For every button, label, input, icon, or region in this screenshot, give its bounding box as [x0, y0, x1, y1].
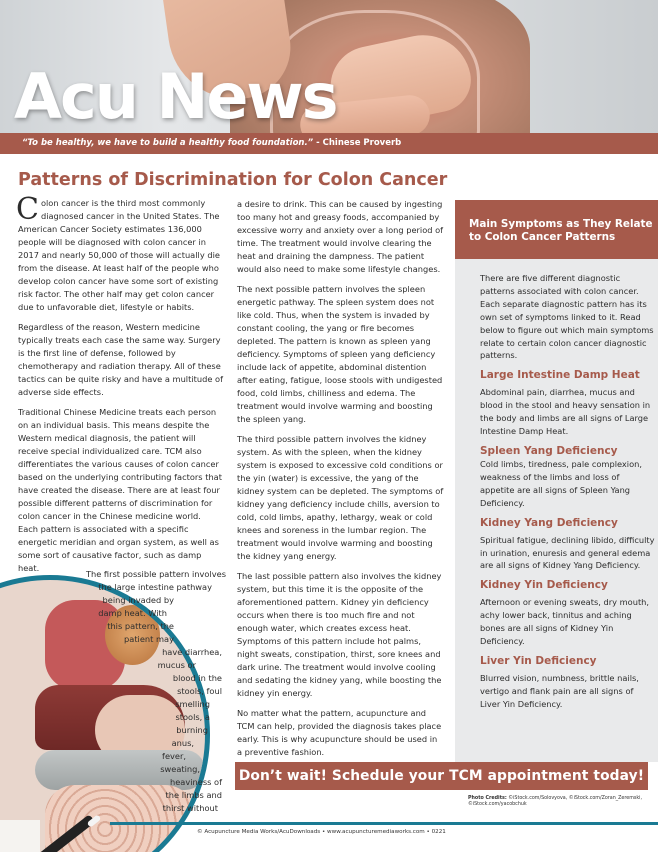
masthead-title: Acu News — [14, 60, 337, 133]
quote-attribution: - Chinese Proverb — [313, 138, 402, 148]
quote-text: “To be healthy, we have to build a healthy food foundation.” — [22, 138, 314, 148]
text-line: sweating, — [160, 764, 200, 774]
pattern-heading: Kidney Yang Deficiency — [480, 516, 618, 529]
text-line: blood in the — [172, 673, 222, 683]
article-paragraph: The third possible pattern involves the kidney system. As with the spleen, when the kidney system is exposed to excessive cold conditions or the yin (water) is excessive, the yang of the kidney system can be depleted. The symptoms of kidney yang deficiency include chills, aversion to cold, cold limbs, apathy, lethargy, weak or cold knees and soreness in the lumbar region. The treatment would involve warming and boosting the kidney yang energy. — [237, 434, 444, 561]
paragraph-text: olon cancer is the third most commonly diagnosed cancer in the United States. The American Cancer Society estimates 136,000 people will be diagnosed with colon cancer in 2017 and nearly 50,000 of those will actually die from the disease. At least half of the people who develop colon cancer have some sort of existing risk factor. The other half may get colon cancer due to unfavorable diet, lifestyle or habits. — [18, 198, 220, 312]
schedule-appointment-banner: Don’t wait! Schedule your TCM appointment today! — [235, 762, 648, 790]
pattern-symptoms: Blurred vision, numbness, brittle nails, vertigo and flank pain are all signs of Liver Yin Deficiency. — [480, 672, 639, 709]
photo-credits-label: Photo Credits: — [468, 796, 507, 801]
footer-copyright: © Acupuncture Media Works/AcuDownloads • www.acupuncturemediaworks.com • 0221 — [197, 829, 446, 835]
article-paragraph: Traditional Chinese Medicine treats each person on an individual basis. This means despite the Western medical diagnosis, the patient will receive special individualized care. TCM also differentiates the various causes of colon cancer based on the underlying contributing factors that have created the disease. There are at least four possible different patterns of discrimination for colon cancer in the Chinese medicine world. Each pattern is associated with a specific energetic meridian and organ system, as well as some sort of causative factor, such as damp heat. — [18, 407, 222, 573]
photo-credits — [468, 796, 653, 808]
pattern-symptoms: Spiritual fatigue, declining libido, difficulty in urination, enuresis and general edema are all signs of Kidney Yang Deficiency. — [480, 534, 655, 571]
dropcap: C — [16, 192, 39, 227]
article-title: Patterns of Discrimination for Colon Cancer — [18, 170, 448, 190]
pattern-symptoms: Cold limbs, tiredness, pale complexion, weakness of the limbs and loss of appetite are all signs of Spleen Yang Deficiency. — [480, 458, 642, 508]
sidebar-body — [480, 272, 655, 717]
pattern-symptoms: Afternoon or evening sweats, dry mouth, achy lower back, tinnitus and aching bones are all signs of Kidney Yin Deficiency. — [480, 597, 650, 647]
text-line: stools, a — [175, 712, 210, 722]
photo-credits-text: ©iStock.com/Solovyova, ©iStock.com/Zoran_Zeremski, ©iStock.com/yacobchuk — [468, 796, 643, 807]
text-line: stools, foul — [177, 686, 222, 696]
article-paragraph: The last possible pattern also involves the kidney system, but this time it is the opposite of the aforementioned pattern. Kidney yin deficiency occurs when there is too much fire and not enough water, which creates excess heat. Symptoms of this pattern include hot palms, night sweats, constipation, thirst, sore knees and dark urine. The treatment would involve cooling and sedating the kidney yang, while boosting the kidney yin energy. — [237, 571, 442, 698]
pattern-heading: Kidney Yin Deficiency — [480, 579, 608, 592]
pattern-heading: Spleen Yang Deficiency — [480, 444, 618, 457]
text-line: have diarrhea, — [162, 647, 222, 657]
text-line: heaviness of — [169, 777, 222, 787]
article-paragraph: The next possible pattern involves the spleen energetic pathway. The spleen system does not like cold. Thus, when the system is invaded by constant cooling, the yang or fire becomes depleted. The pattern is known as spleen yang deficiency. Symptoms of spleen yang deficiency include lack of appetite, abdominal distention after eating, fatigue, loose stools with undigested food, cold limbs, chilliness and edema. The treatment would involve warming and boosting the spleen yang. — [237, 284, 443, 424]
article-column-1 — [16, 192, 223, 582]
text-line: patient may — [124, 634, 174, 644]
text-line: The first possible pattern involves — [85, 569, 226, 579]
text-line: the large intestine pathway — [98, 582, 212, 592]
sidebar-intro: There are five different diagnostic patterns associated with colon cancer. Each separate diagnostic pattern has its own set of symptoms linked to it. Read below to figure out which main symptoms relate to certain colon cancer diagnostic patterns. — [480, 273, 654, 361]
photo-glove — [0, 820, 40, 852]
sidebar-title: Main Symptoms as They Relate to Colon Cancer Patterns — [455, 200, 658, 259]
first-pattern-text — [60, 568, 226, 815]
footer-divider — [110, 822, 658, 825]
article-paragraph: a desire to drink. This can be caused by ingesting too many hot and greasy foods, accompanied by excessive worry and anxiety over a long period of time. The treatment would involve clearing the heat and draining the dampness. The patient would also need to make some lifestyle changes. — [237, 199, 444, 274]
text-line: damp heat. With — [98, 608, 167, 618]
text-line: anus, — [171, 738, 194, 748]
quote-bar — [0, 133, 658, 154]
text-line: fever, — [162, 751, 186, 761]
article-column-2 — [237, 198, 444, 766]
text-line: being invaded by — [102, 595, 174, 605]
text-line: burning — [176, 725, 208, 735]
text-line: thirst without — [162, 803, 218, 813]
article-paragraph: Regardless of the reason, Western medicine typically treats each case the same way. Surgery is the first line of defense, followed by chemotherapy and radiation therapy. All of these tactics can be quite risky and have a multitude of adverse side effects. — [18, 322, 223, 397]
article-paragraph: No matter what the pattern, acupuncture and TCM can help, provided the diagnosis takes place early. This is why acupuncture should be used in a preventive fashion. — [237, 708, 442, 757]
text-line: mucus or — [157, 660, 196, 670]
pattern-heading: Liver Yin Deficiency — [480, 654, 597, 667]
pattern-heading: Large Intestine Damp Heat — [480, 369, 640, 382]
text-line: this pattern, the — [107, 621, 174, 631]
pattern-symptoms: Abdominal pain, diarrhea, mucus and blood in the stool and heavy sensation in the body and limbs are all signs of Large Intestine Damp Heat. — [480, 387, 651, 437]
text-line: the limbs and — [165, 790, 222, 800]
text-line: smelling — [175, 699, 210, 709]
article-paragraph — [16, 192, 223, 314]
